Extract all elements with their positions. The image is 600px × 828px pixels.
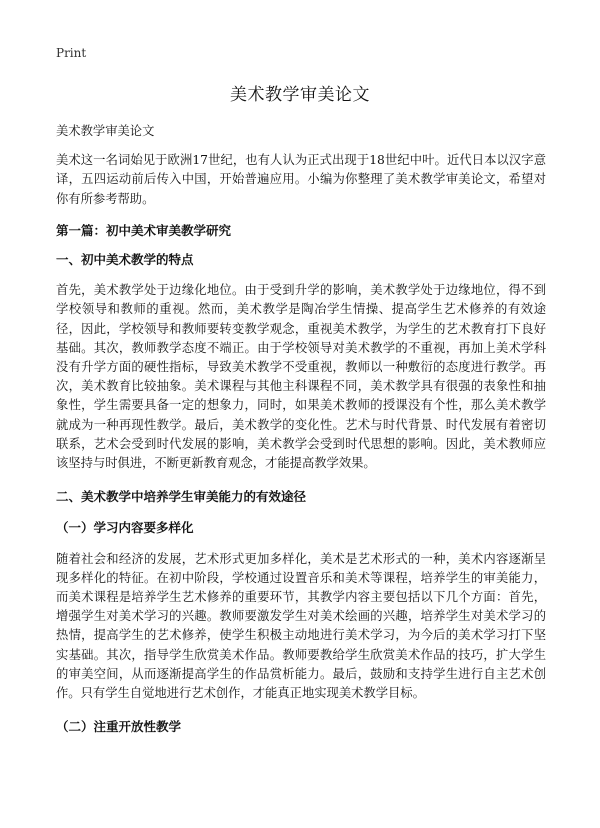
document-body <box>56 122 546 748</box>
document-subtitle: 美术教学审美论文 <box>56 124 155 138</box>
subsection-heading: （一）学习内容要多样化 <box>56 520 194 536</box>
body-paragraph: 首先，美术教学处于边缘化地位。由于受到升学的影响，美术教学处于边缘地位，得不到学校领导和教师的重视。然而，美术教学是陶冶学生情操、提高学生艺术修养的有效途径，因此，学校领导和教师要转变教学观念，重视美术教学，为学生的艺术教育打下良好基础。其次，教师教学态度不端正。由于学校领导对美术教学的不重视，再加上美术学科没有升学方面的硬性指标，导致美术教学不受重视，教师以一种敷衍的态度进行教学。再次，美术教育比较抽象。美术课程与其他主科课程不同，美术教学具有很强的表象性和抽象性，学生需要具备一定的想象力，同时，如果美术教师的授课没有个性，那么美术教学就成为一种再现性教学。最后，美术教学的变化性。艺术与时代背景、时代发展有着密切联系，艺术会受到时代发展的影响，美术教学会受到时代思想的影响。因此，美术教师应该坚持与时俱进，不断更新教育观念，才能提高教学效果。 <box>56 283 546 471</box>
section-heading: 二、美术教学中培养学生审美能力的有效途径 <box>56 489 307 505</box>
section-heading: 一、初中美术教学的特点 <box>56 252 194 268</box>
intro-paragraph: 美术这一名词始见于欧洲17世纪，也有人认为正式出现于18世纪中叶。近代日本以汉字意译，五四运动前后传入中国，开始普遍应用。小编为你整理了美术教学审美论文，希望对你有所参考帮助。 <box>56 153 546 206</box>
document-title: 美术教学审美论文 <box>230 85 370 105</box>
print-label: Print <box>56 46 87 60</box>
body-paragraph: 随着社会和经济的发展，艺术形式更加多样化，美术是艺术形式的一种，美术内容逐渐呈现多样化的特征。在初中阶段，学校通过设置音乐和美术等课程，培养学生的审美能力，而美术课程是培养学生艺术修养的重要环节，其教学内容主要包括以下几个方面：首先，增强学生对美术学习的兴趣。教师要激发学生对美术绘画的兴趣，培养学生对美术学习的热情，提高学生的艺术修养，使学生积极主动地进行美术学习，为今后的美术学习打下坚实基础。其次，指导学生欣赏美术作品。教师要教给学生欣赏美术作品的技巧，扩大学生的审美空间，从而逐渐提高学生的作品赏析能力。最后，鼓励和支持学生进行自主艺术创作。只有学生自觉地进行艺术创作，才能真正地实现美术教学目标。 <box>56 551 546 701</box>
subsection-heading: （二）注重开放性教学 <box>56 719 182 735</box>
part-heading: 第一篇：初中美术审美教学研究 <box>56 222 232 238</box>
